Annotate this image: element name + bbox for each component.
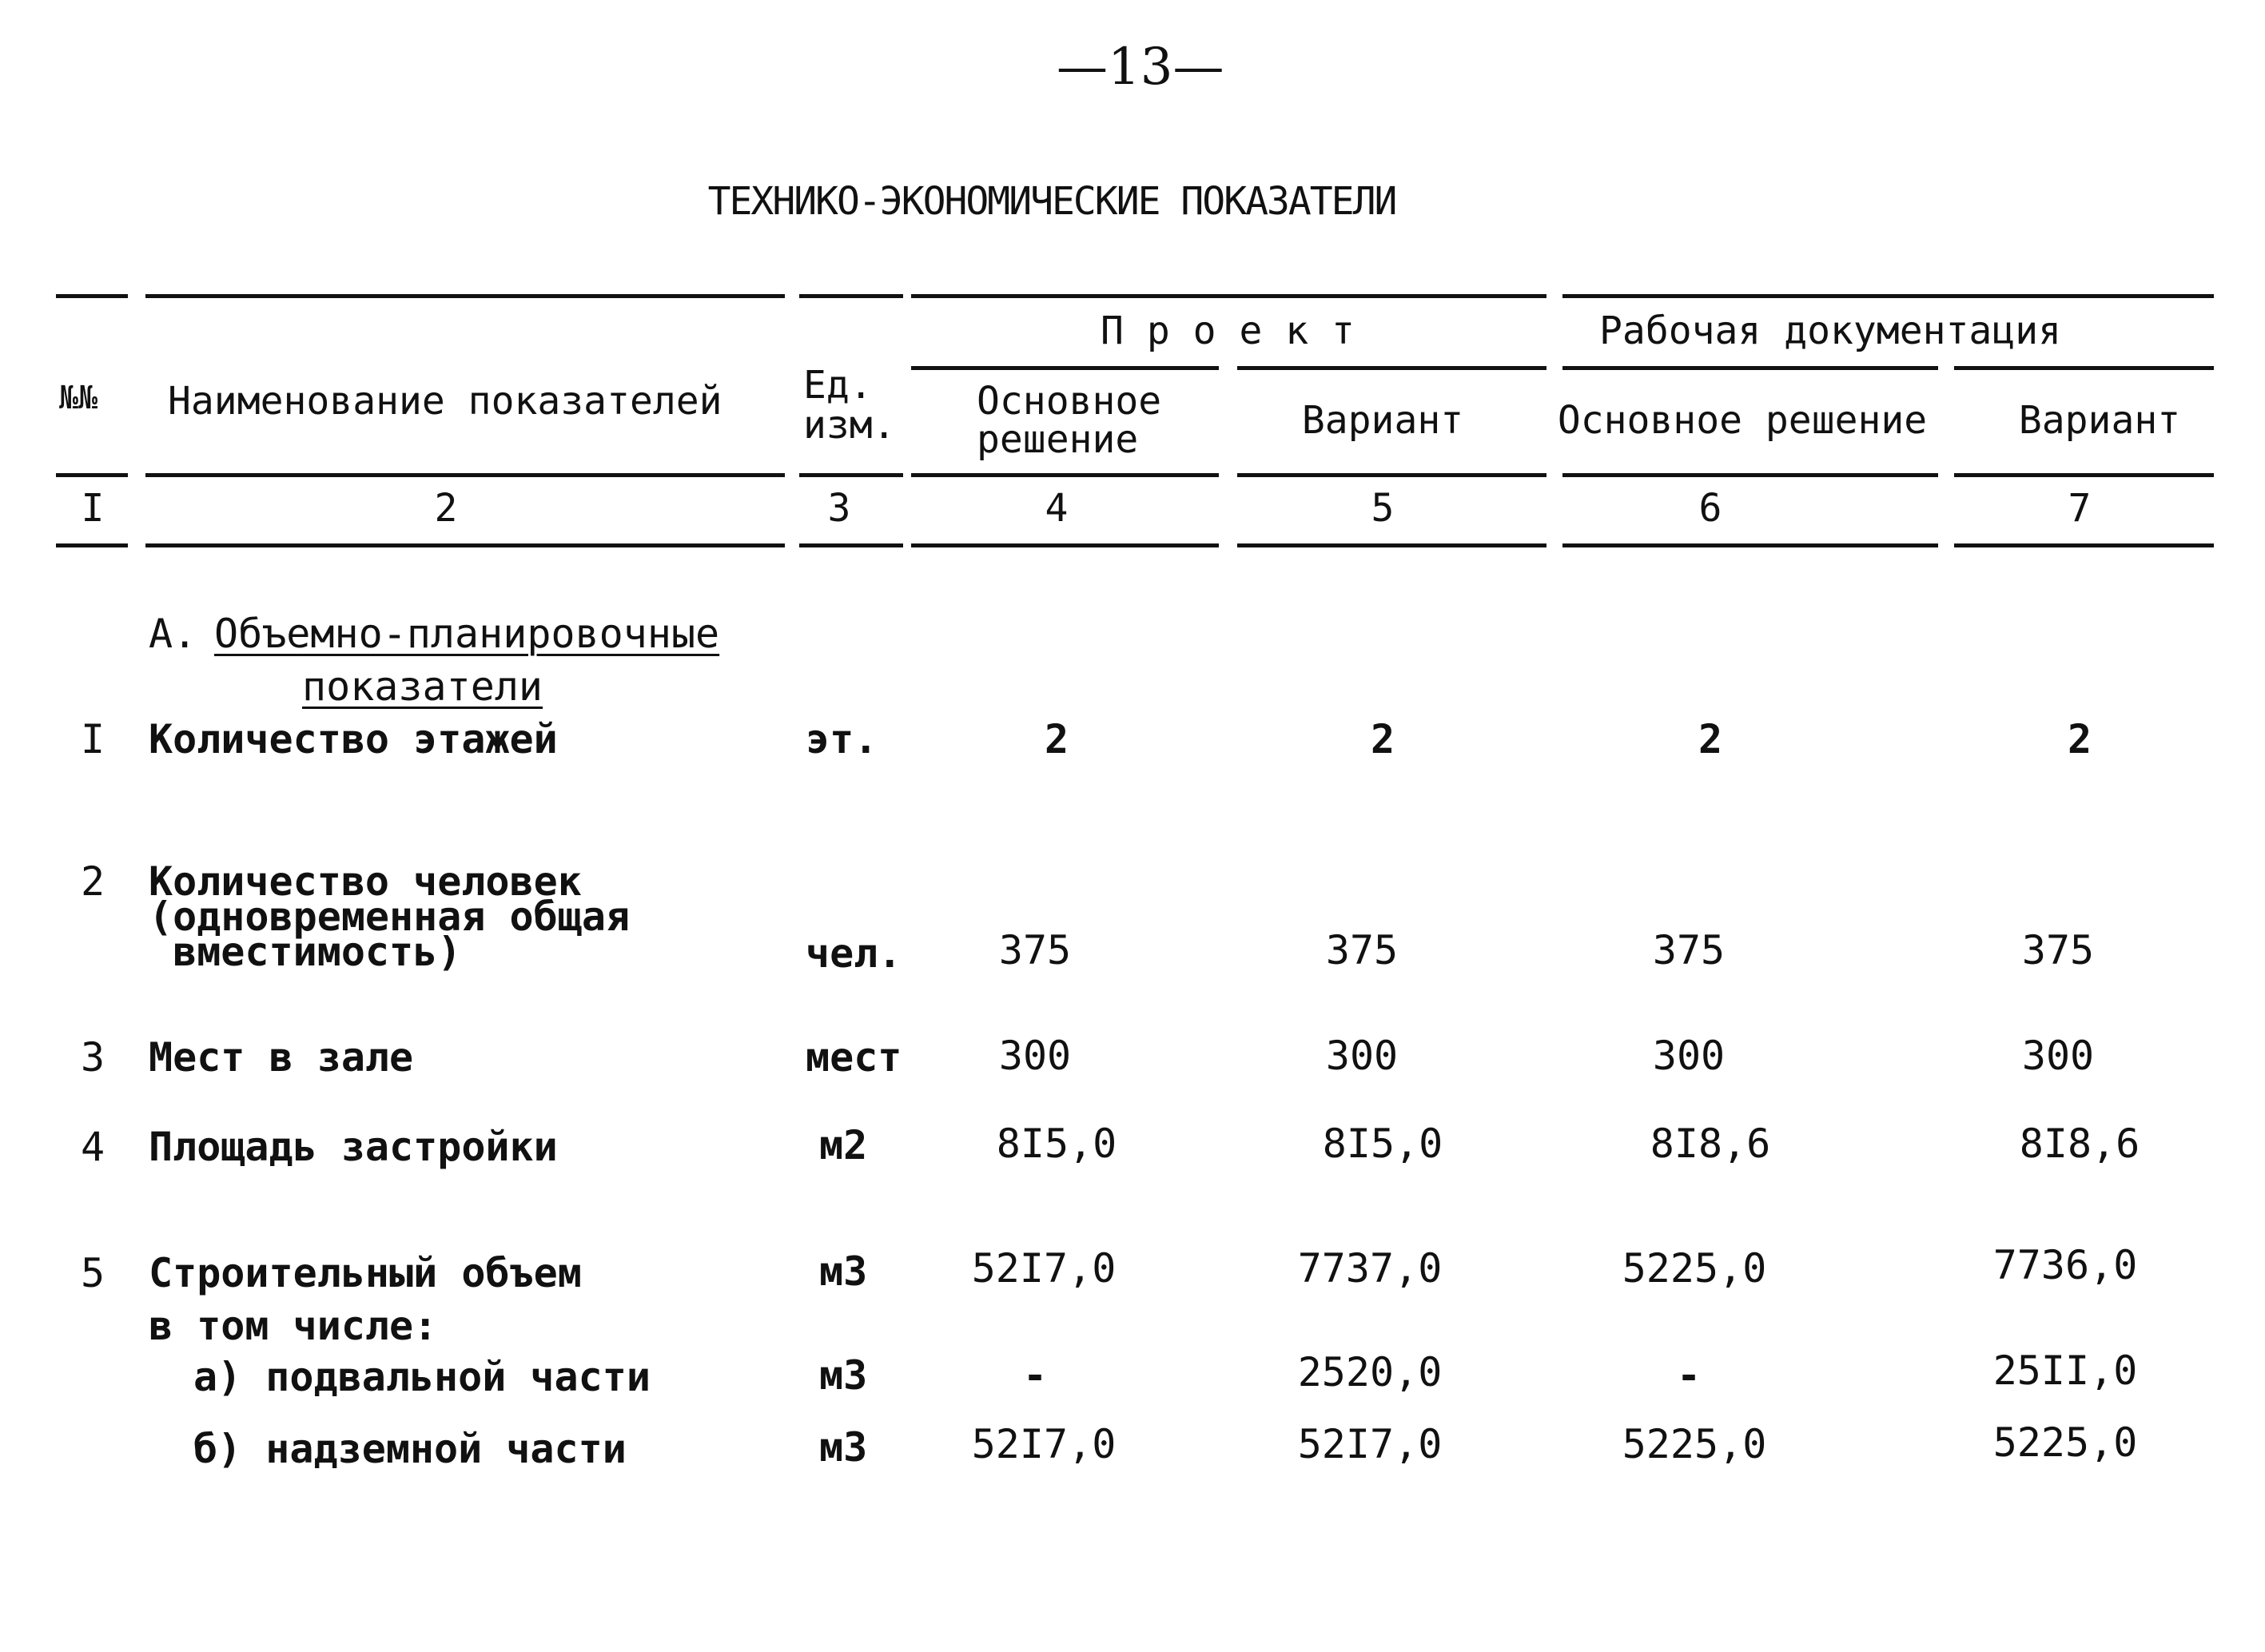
- row-unit: м2: [819, 1122, 868, 1168]
- header-unit-line2: изм.: [803, 403, 896, 448]
- row-number: 4: [80, 1124, 105, 1170]
- row-value-proj-main: 8I5,0: [996, 1121, 1117, 1167]
- header-proj-main-line1: Основное: [977, 379, 1162, 424]
- header-rule: [799, 473, 903, 477]
- section-title-line2: показатели: [302, 663, 543, 710]
- row-value-doc-main: 300: [1652, 1033, 1726, 1079]
- row-name: в том числе:: [149, 1303, 438, 1349]
- column-number: 6: [1698, 486, 1722, 531]
- row-unit: м3: [819, 1248, 868, 1295]
- row-name: а) подвальной части: [193, 1354, 651, 1400]
- header-rule: [911, 294, 1546, 298]
- row-value-doc-main: 5225,0: [1622, 1245, 1767, 1292]
- header-rule: [1562, 294, 2214, 298]
- header-rule: [56, 294, 128, 298]
- header-rule: [56, 473, 128, 477]
- page-number: —13—: [1057, 38, 1224, 97]
- row-value-doc-variant: 300: [2021, 1033, 2095, 1079]
- row-name: Строительный объем: [149, 1250, 582, 1296]
- column-number: 3: [827, 486, 851, 531]
- header-rule: [799, 294, 903, 298]
- header-rule: [799, 543, 903, 547]
- header-doc-variant: Вариант: [2018, 398, 2181, 443]
- header-rule: [1562, 366, 1938, 370]
- header-project: П р о е к т: [1101, 309, 1355, 353]
- row-name: Площадь застройки: [149, 1124, 558, 1170]
- column-number: 7: [2068, 486, 2092, 531]
- header-rule: [911, 473, 1219, 477]
- header-rule: [1237, 543, 1546, 547]
- row-number: 3: [80, 1034, 105, 1081]
- header-rule: [1237, 473, 1546, 477]
- row-value-proj-main: 52I7,0: [971, 1245, 1117, 1292]
- row-unit: эт.: [806, 716, 878, 762]
- row-unit: мест: [806, 1034, 902, 1081]
- header-proj-main-line2: решение: [977, 417, 1139, 462]
- column-number: 5: [1371, 486, 1395, 531]
- row-unit: чел.: [806, 930, 902, 977]
- header-rule: [145, 543, 785, 547]
- row-value-proj-variant: 2520,0: [1297, 1349, 1443, 1395]
- row-value-doc-variant: 7736,0: [1992, 1242, 2138, 1288]
- header-rule: [1562, 473, 1938, 477]
- row-unit: м3: [819, 1424, 868, 1471]
- row-unit: м3: [819, 1352, 868, 1399]
- row-value-proj-variant: 8I5,0: [1322, 1121, 1443, 1167]
- header-rule: [1954, 543, 2214, 547]
- header-rule: [1562, 543, 1938, 547]
- header-unit-line1: Ед.: [803, 363, 873, 408]
- row-value-doc-variant: 2: [2067, 716, 2092, 762]
- row-name: Количество человек: [149, 858, 582, 905]
- header-name: Наименование показателей: [168, 379, 722, 424]
- row-value-proj-main: 375: [998, 927, 1072, 973]
- row-value-doc-main: 8I8,6: [1650, 1121, 1771, 1167]
- header-proj-variant: Вариант: [1301, 398, 1464, 443]
- row-value-proj-variant: 375: [1325, 927, 1399, 973]
- header-rule: [1237, 366, 1546, 370]
- column-number: 4: [1045, 486, 1069, 531]
- row-value-doc-variant: 5225,0: [1992, 1419, 2138, 1466]
- page-title: ТЕХНИКО-ЭКОНОМИЧЕСКИЕ ПОКАЗАТЕЛИ: [707, 179, 1396, 224]
- header-no: №№: [59, 380, 98, 416]
- row-name: вместимость): [149, 929, 462, 975]
- column-number: 2: [434, 486, 458, 531]
- row-number: 5: [80, 1250, 105, 1296]
- header-rule: [911, 366, 1219, 370]
- row-value-proj-variant: 52I7,0: [1297, 1421, 1443, 1467]
- row-value-proj-main: -: [1022, 1352, 1048, 1399]
- row-value-doc-variant: 25II,0: [1992, 1347, 2138, 1394]
- row-name: Мест в зале: [149, 1034, 414, 1081]
- column-number: I: [81, 486, 105, 531]
- row-name: (одновременная общая: [149, 894, 631, 940]
- header-doc-main: Основное решение: [1557, 398, 1928, 443]
- row-value-proj-main: 52I7,0: [971, 1421, 1117, 1467]
- row-name: б) надземной части: [193, 1426, 627, 1472]
- header-rule: [1954, 473, 2214, 477]
- row-value-doc-main: 375: [1652, 927, 1726, 973]
- row-value-proj-variant: 2: [1370, 716, 1395, 762]
- section-letter: А.: [149, 611, 197, 657]
- row-value-proj-main: 2: [1044, 716, 1069, 762]
- row-value-proj-main: 300: [998, 1033, 1072, 1079]
- section-title-line1: Объемно-планировочные: [214, 611, 720, 657]
- row-value-doc-main: 2: [1698, 716, 1723, 762]
- row-value-doc-variant: 375: [2021, 927, 2095, 973]
- row-value-doc-variant: 8I8,6: [2019, 1121, 2140, 1167]
- row-value-doc-main: 5225,0: [1622, 1421, 1767, 1467]
- header-rule: [1954, 366, 2214, 370]
- header-rule: [145, 294, 785, 298]
- header-rule: [911, 543, 1219, 547]
- header-workdoc: Рабочая документация: [1599, 309, 2061, 353]
- row-value-proj-variant: 300: [1325, 1033, 1399, 1079]
- row-name: Количество этажей: [149, 716, 558, 762]
- header-rule: [56, 543, 128, 547]
- row-value-doc-main: -: [1676, 1352, 1702, 1399]
- row-value-proj-variant: 7737,0: [1297, 1245, 1443, 1292]
- row-number: I: [80, 716, 105, 762]
- row-number: 2: [80, 858, 105, 905]
- header-rule: [145, 473, 785, 477]
